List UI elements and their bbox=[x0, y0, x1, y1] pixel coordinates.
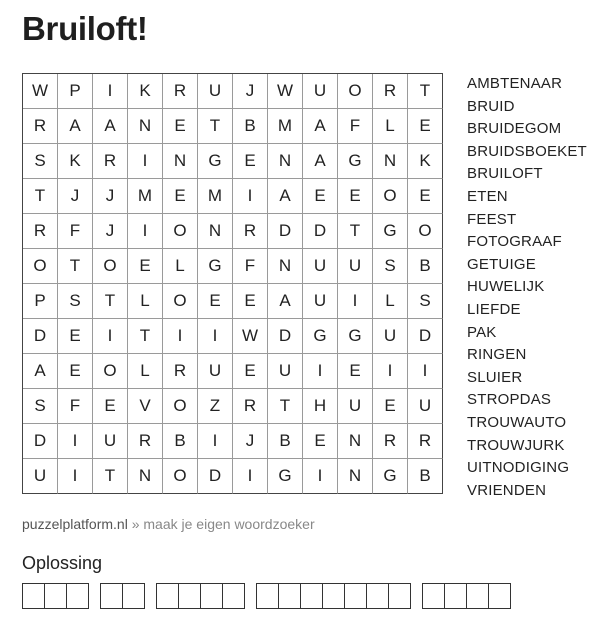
grid-cell[interactable]: N bbox=[128, 109, 163, 144]
grid-cell[interactable]: E bbox=[408, 109, 443, 144]
solution-letter-box[interactable] bbox=[488, 583, 511, 609]
solution-letter-box[interactable] bbox=[222, 583, 245, 609]
grid-cell[interactable]: U bbox=[338, 389, 373, 424]
grid-cell[interactable]: O bbox=[93, 354, 128, 389]
grid-cell[interactable]: R bbox=[163, 354, 198, 389]
solution-letter-box[interactable] bbox=[366, 583, 389, 609]
grid-cell[interactable]: I bbox=[93, 74, 128, 109]
solution-word-group bbox=[156, 583, 244, 609]
footer-tagline[interactable]: » maak je eigen woordzoeker bbox=[127, 516, 315, 532]
word-list bbox=[467, 73, 587, 502]
grid-cell[interactable]: R bbox=[93, 144, 128, 179]
grid-cell[interactable]: R bbox=[128, 424, 163, 459]
grid-cell[interactable]: E bbox=[58, 319, 93, 354]
grid-cell[interactable]: I bbox=[303, 459, 338, 494]
grid-cell[interactable]: I bbox=[233, 459, 268, 494]
grid-cell[interactable]: T bbox=[338, 214, 373, 249]
grid-cell[interactable]: U bbox=[268, 354, 303, 389]
solution-letter-box[interactable] bbox=[44, 583, 67, 609]
grid-cell[interactable]: J bbox=[93, 214, 128, 249]
grid-cell[interactable]: E bbox=[128, 249, 163, 284]
grid-cell[interactable]: O bbox=[93, 249, 128, 284]
word-list-item: AMBTENAAR bbox=[467, 75, 563, 92]
grid-cell[interactable]: K bbox=[128, 74, 163, 109]
grid-cell[interactable]: S bbox=[408, 284, 443, 319]
grid-cell[interactable]: I bbox=[58, 424, 93, 459]
grid-cell[interactable]: U bbox=[198, 354, 233, 389]
grid-cell[interactable]: S bbox=[23, 389, 58, 424]
grid-cell[interactable]: A bbox=[303, 109, 338, 144]
grid-cell[interactable]: T bbox=[93, 459, 128, 494]
grid-cell[interactable]: S bbox=[58, 284, 93, 319]
word-list-item: BRUIDEGOM bbox=[467, 120, 562, 138]
grid-cell[interactable]: H bbox=[303, 389, 338, 424]
grid-cell[interactable]: E bbox=[163, 179, 198, 214]
solution-label: Oplossing bbox=[22, 553, 103, 573]
grid-cell[interactable]: T bbox=[198, 109, 233, 144]
grid-cell[interactable]: B bbox=[163, 424, 198, 459]
grid-cell[interactable]: M bbox=[128, 179, 163, 214]
grid-cell[interactable]: A bbox=[93, 109, 128, 144]
word-list-item: BRUILOFT bbox=[467, 165, 543, 183]
grid-cell[interactable]: W bbox=[268, 74, 303, 109]
solution-boxes bbox=[22, 583, 522, 609]
grid-cell[interactable]: F bbox=[338, 109, 373, 144]
grid-cell[interactable]: J bbox=[233, 74, 268, 109]
word-list-item: TROUWJURK bbox=[467, 436, 565, 454]
grid-cell[interactable]: E bbox=[198, 284, 233, 319]
grid-cell[interactable]: J bbox=[93, 179, 128, 214]
grid-cell[interactable]: B bbox=[268, 424, 303, 459]
grid-cell[interactable]: D bbox=[268, 319, 303, 354]
grid-cell[interactable]: L bbox=[373, 109, 408, 144]
grid-cell[interactable]: U bbox=[303, 249, 338, 284]
grid-cell[interactable]: N bbox=[268, 249, 303, 284]
grid-cell[interactable]: O bbox=[163, 214, 198, 249]
grid-cell[interactable]: U bbox=[408, 389, 443, 424]
grid-cell[interactable]: G bbox=[373, 459, 408, 494]
grid-cell[interactable]: P bbox=[58, 74, 93, 109]
letter-grid bbox=[22, 73, 443, 494]
grid-cell[interactable]: I bbox=[93, 319, 128, 354]
grid-cell[interactable]: J bbox=[233, 424, 268, 459]
solution-word-group bbox=[256, 583, 410, 609]
grid-cell[interactable]: O bbox=[163, 284, 198, 319]
solution-letter-box[interactable] bbox=[122, 583, 145, 609]
grid-cell[interactable]: U bbox=[338, 249, 373, 284]
grid-cell[interactable]: I bbox=[128, 144, 163, 179]
grid-cell[interactable]: F bbox=[58, 389, 93, 424]
grid-cell[interactable]: R bbox=[23, 214, 58, 249]
grid-cell[interactable]: G bbox=[303, 319, 338, 354]
solution-letter-box[interactable] bbox=[466, 583, 489, 609]
grid-cell[interactable]: R bbox=[163, 74, 198, 109]
solution-word-group bbox=[100, 583, 144, 609]
word-list-item: LIEFDE bbox=[467, 300, 521, 318]
solution-letter-box[interactable] bbox=[100, 583, 123, 609]
word-list-item: FEEST bbox=[467, 210, 517, 228]
grid-cell[interactable]: N bbox=[163, 144, 198, 179]
grid-cell[interactable]: L bbox=[128, 354, 163, 389]
grid-cell[interactable]: D bbox=[268, 214, 303, 249]
grid-cell[interactable]: N bbox=[268, 144, 303, 179]
grid-cell[interactable]: W bbox=[23, 74, 58, 109]
grid-cell[interactable]: J bbox=[58, 179, 93, 214]
word-list-item: BRUID bbox=[467, 97, 515, 115]
grid-cell[interactable]: I bbox=[163, 319, 198, 354]
grid-cell[interactable]: P bbox=[23, 284, 58, 319]
grid-cell[interactable]: O bbox=[373, 179, 408, 214]
grid-cell[interactable]: E bbox=[338, 354, 373, 389]
grid-cell[interactable]: U bbox=[373, 319, 408, 354]
grid-cell[interactable]: N bbox=[373, 144, 408, 179]
grid-cell[interactable]: O bbox=[408, 214, 443, 249]
grid-cell[interactable]: U bbox=[303, 284, 338, 319]
word-list-item: VRIENDEN bbox=[467, 481, 547, 499]
word-list-item: HUWELIJK bbox=[467, 278, 545, 296]
grid-cell[interactable]: N bbox=[198, 214, 233, 249]
grid-cell[interactable]: O bbox=[338, 74, 373, 109]
word-list-item: GETUIGE bbox=[467, 255, 536, 273]
solution-letter-box[interactable] bbox=[344, 583, 367, 609]
grid-cell[interactable]: T bbox=[58, 249, 93, 284]
puzzle-title: Bruiloft! bbox=[22, 10, 148, 47]
grid-cell[interactable]: F bbox=[233, 249, 268, 284]
grid-cell[interactable]: B bbox=[408, 249, 443, 284]
grid-cell[interactable]: T bbox=[128, 319, 163, 354]
grid-cell[interactable]: M bbox=[268, 109, 303, 144]
solution-letter-box[interactable] bbox=[278, 583, 301, 609]
grid-cell[interactable]: E bbox=[233, 284, 268, 319]
grid-cell[interactable]: E bbox=[93, 389, 128, 424]
grid-cell[interactable]: G bbox=[198, 249, 233, 284]
grid-cell[interactable]: S bbox=[23, 144, 58, 179]
grid-cell[interactable]: T bbox=[23, 179, 58, 214]
grid-cell[interactable]: E bbox=[58, 354, 93, 389]
grid-cell[interactable]: G bbox=[338, 319, 373, 354]
grid-cell[interactable]: O bbox=[163, 389, 198, 424]
grid-cell[interactable]: U bbox=[93, 424, 128, 459]
solution-letter-box[interactable] bbox=[322, 583, 345, 609]
grid-cell[interactable]: N bbox=[128, 459, 163, 494]
grid-cell[interactable]: K bbox=[58, 144, 93, 179]
word-list-item: FOTOGRAAF bbox=[467, 233, 562, 251]
solution-letter-box[interactable] bbox=[156, 583, 179, 609]
grid-cell[interactable]: T bbox=[268, 389, 303, 424]
grid-cell[interactable]: A bbox=[303, 144, 338, 179]
grid-cell[interactable]: E bbox=[233, 354, 268, 389]
grid-cell[interactable]: I bbox=[233, 179, 268, 214]
word-list-item: STROPDAS bbox=[467, 391, 552, 409]
solution-letter-box[interactable] bbox=[22, 583, 45, 609]
grid-cell[interactable]: D bbox=[303, 214, 338, 249]
grid-cell[interactable]: I bbox=[373, 354, 408, 389]
solution-letter-box[interactable] bbox=[178, 583, 201, 609]
solution-letter-box[interactable] bbox=[256, 583, 279, 609]
grid-cell[interactable]: U bbox=[198, 74, 233, 109]
solution-letter-box[interactable] bbox=[66, 583, 89, 609]
grid-cell[interactable]: A bbox=[23, 354, 58, 389]
grid-cell[interactable]: E bbox=[163, 109, 198, 144]
grid-cell[interactable]: D bbox=[23, 319, 58, 354]
solution-word-group bbox=[22, 583, 88, 609]
grid-cell[interactable]: G bbox=[198, 144, 233, 179]
grid-cell[interactable]: A bbox=[268, 284, 303, 319]
grid-cell[interactable]: R bbox=[373, 424, 408, 459]
solution-letter-box[interactable] bbox=[444, 583, 467, 609]
grid-cell[interactable]: L bbox=[128, 284, 163, 319]
grid-cell[interactable]: A bbox=[58, 109, 93, 144]
grid-cell[interactable]: W bbox=[233, 319, 268, 354]
grid-cell[interactable]: O bbox=[23, 249, 58, 284]
grid-cell[interactable]: L bbox=[373, 284, 408, 319]
grid-cell[interactable]: R bbox=[233, 214, 268, 249]
word-list-item: RINGEN bbox=[467, 346, 527, 364]
grid-cell[interactable]: R bbox=[23, 109, 58, 144]
grid-cell[interactable]: I bbox=[198, 319, 233, 354]
grid-cell[interactable]: G bbox=[373, 214, 408, 249]
grid-cell[interactable]: N bbox=[338, 459, 373, 494]
footer bbox=[22, 516, 315, 532]
grid-cell[interactable]: B bbox=[408, 459, 443, 494]
grid-cell[interactable]: E bbox=[338, 179, 373, 214]
solution-letter-box[interactable] bbox=[200, 583, 223, 609]
grid-cell[interactable]: A bbox=[268, 179, 303, 214]
grid-cell[interactable]: I bbox=[128, 214, 163, 249]
solution-letter-box[interactable] bbox=[300, 583, 323, 609]
grid-cell[interactable]: T bbox=[408, 74, 443, 109]
grid-cell[interactable]: K bbox=[408, 144, 443, 179]
grid-cell[interactable]: L bbox=[163, 249, 198, 284]
word-list-item: UITNODIGING bbox=[467, 459, 570, 477]
grid-cell[interactable]: I bbox=[303, 354, 338, 389]
grid-cell[interactable]: B bbox=[233, 109, 268, 144]
grid-cell[interactable]: I bbox=[408, 354, 443, 389]
grid-cell[interactable]: E bbox=[373, 389, 408, 424]
grid-cell[interactable]: U bbox=[303, 74, 338, 109]
grid-cell[interactable]: G bbox=[268, 459, 303, 494]
grid-cell[interactable]: D bbox=[408, 319, 443, 354]
grid-cell[interactable]: M bbox=[198, 179, 233, 214]
grid-cell[interactable]: U bbox=[23, 459, 58, 494]
word-list-item: SLUIER bbox=[467, 368, 523, 386]
word-list-item: TROUWAUTO bbox=[467, 413, 567, 431]
solution-letter-box[interactable] bbox=[388, 583, 411, 609]
grid-cell[interactable]: T bbox=[93, 284, 128, 319]
word-list-item: ETEN bbox=[467, 187, 508, 205]
grid-cell[interactable]: R bbox=[373, 74, 408, 109]
solution-letter-box[interactable] bbox=[422, 583, 445, 609]
grid-cell[interactable]: E bbox=[303, 179, 338, 214]
grid-cell[interactable]: N bbox=[338, 424, 373, 459]
grid-cell[interactable]: E bbox=[303, 424, 338, 459]
grid-cell[interactable]: I bbox=[58, 459, 93, 494]
grid-cell[interactable]: D bbox=[23, 424, 58, 459]
word-list-item: BRUIDSBOEKET bbox=[467, 142, 587, 160]
grid-cell[interactable]: I bbox=[338, 284, 373, 319]
grid-cell[interactable]: I bbox=[198, 424, 233, 459]
grid-cell[interactable]: E bbox=[233, 144, 268, 179]
grid-cell[interactable]: O bbox=[163, 459, 198, 494]
grid-cell[interactable]: E bbox=[408, 179, 443, 214]
solution-word-group bbox=[422, 583, 510, 609]
grid-cell[interactable]: R bbox=[408, 424, 443, 459]
site-link[interactable]: puzzelplatform.nl bbox=[22, 516, 128, 532]
grid-cell[interactable]: R bbox=[233, 389, 268, 424]
grid-cell[interactable]: F bbox=[58, 214, 93, 249]
grid-cell[interactable]: V bbox=[128, 389, 163, 424]
grid-cell[interactable]: Z bbox=[198, 389, 233, 424]
grid-cell[interactable]: D bbox=[198, 459, 233, 494]
grid-cell[interactable]: S bbox=[373, 249, 408, 284]
grid-cell[interactable]: G bbox=[338, 144, 373, 179]
word-list-item: PAK bbox=[467, 323, 497, 341]
